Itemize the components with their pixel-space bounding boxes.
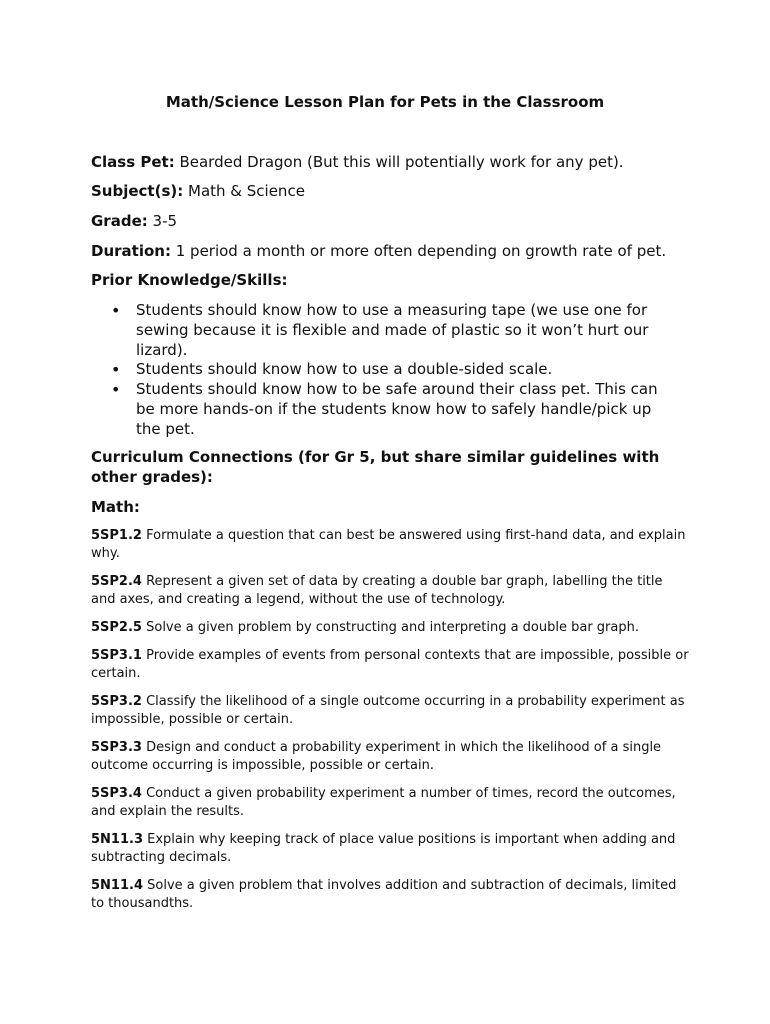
outcome-code: 5SP3.4 (91, 786, 142, 801)
outcome-text: Design and conduct a probability experiment in which the likelihood of a single outcome occurring is impossible, possible or certain. (91, 740, 662, 773)
bullet-icon: • (111, 380, 121, 400)
grade-label: Grade: (91, 212, 148, 230)
outcome-code: 5SP3.3 (91, 740, 142, 755)
outcome-item (91, 693, 691, 729)
grade-field (91, 212, 177, 230)
grade-value: 3-5 (152, 212, 178, 230)
duration-field (91, 242, 666, 260)
outcome-item (91, 739, 691, 775)
outcome-code: 5SP3.2 (91, 694, 142, 709)
prior-knowledge-heading (91, 271, 288, 289)
outcome-code: 5N11.4 (91, 878, 143, 893)
document-title: Math/Science Lesson Plan for Pets in the Classroom (165, 93, 605, 111)
outcome-item (91, 647, 691, 683)
list-item: • Students should know how to be safe around their class pet. This can be more hands-on if the students know how to safely handle/pick up the pet. (111, 380, 658, 438)
subjects-field (91, 182, 305, 200)
outcome-code: 5SP2.5 (91, 620, 142, 635)
outcome-code: 5SP2.4 (91, 574, 142, 589)
outcome-text: Solve a given problem by constructing and interpreting a double bar graph. (146, 620, 639, 635)
class-pet-field (91, 153, 624, 171)
math-heading: Math: (91, 498, 140, 516)
outcome-text: Classify the likelihood of a single outcome occurring in a probability experiment as impossible, possible or certain. (91, 694, 685, 727)
outcome-item (91, 785, 691, 821)
bullet-icon: • (111, 301, 121, 320)
outcome-item (91, 527, 691, 563)
outcome-code: 5N11.3 (91, 832, 143, 847)
class-pet-label: Class Pet: (91, 153, 175, 171)
bullet-icon: • (111, 360, 121, 380)
outcome-item (91, 877, 691, 913)
subjects-value: Math & Science (188, 182, 305, 200)
outcome-text: Represent a given set of data by creating a double bar graph, labelling the title and axes, and creating a legend, without the use of technology. (91, 574, 663, 607)
list-item: • Students should know how to use a double-sided scale. (111, 360, 553, 380)
outcome-text: Formulate a question that can best be answered using first-hand data, and explain why. (91, 528, 686, 561)
outcome-text: Provide examples of events from personal contexts that are impossible, possible or certain. (91, 648, 689, 681)
duration-value: 1 period a month or more often depending on growth rate of pet. (175, 242, 667, 260)
outcome-text: Conduct a given probability experiment a number of times, record the outcomes, and explain the results. (91, 786, 676, 819)
outcome-text: Solve a given problem that involves addition and subtraction of decimals, limited to thousandths. (91, 878, 677, 911)
outcome-item (91, 573, 691, 609)
outcome-text: Explain why keeping track of place value positions is important when adding and subtracting decimals. (91, 832, 676, 865)
outcome-item (91, 831, 691, 867)
duration-label: Duration: (91, 242, 171, 260)
prior-knowledge-label: Prior Knowledge/Skills: (91, 271, 288, 289)
outcome-code: 5SP3.1 (91, 648, 142, 663)
class-pet-value: Bearded Dragon (But this will potentially work for any pet). (179, 153, 624, 171)
curriculum-heading: Curriculum Connections (for Gr 5, but share similar guidelines with other grades): (91, 448, 660, 486)
outcome-item (91, 619, 691, 637)
list-item: • Students should know how to use a measuring tape (we use one for sewing because it is flexible and made of plastic so it won’t hurt our lizard). (111, 301, 649, 359)
outcome-code: 5SP1.2 (91, 528, 142, 543)
subjects-label: Subject(s): (91, 182, 184, 200)
prior-knowledge-list (91, 301, 671, 440)
